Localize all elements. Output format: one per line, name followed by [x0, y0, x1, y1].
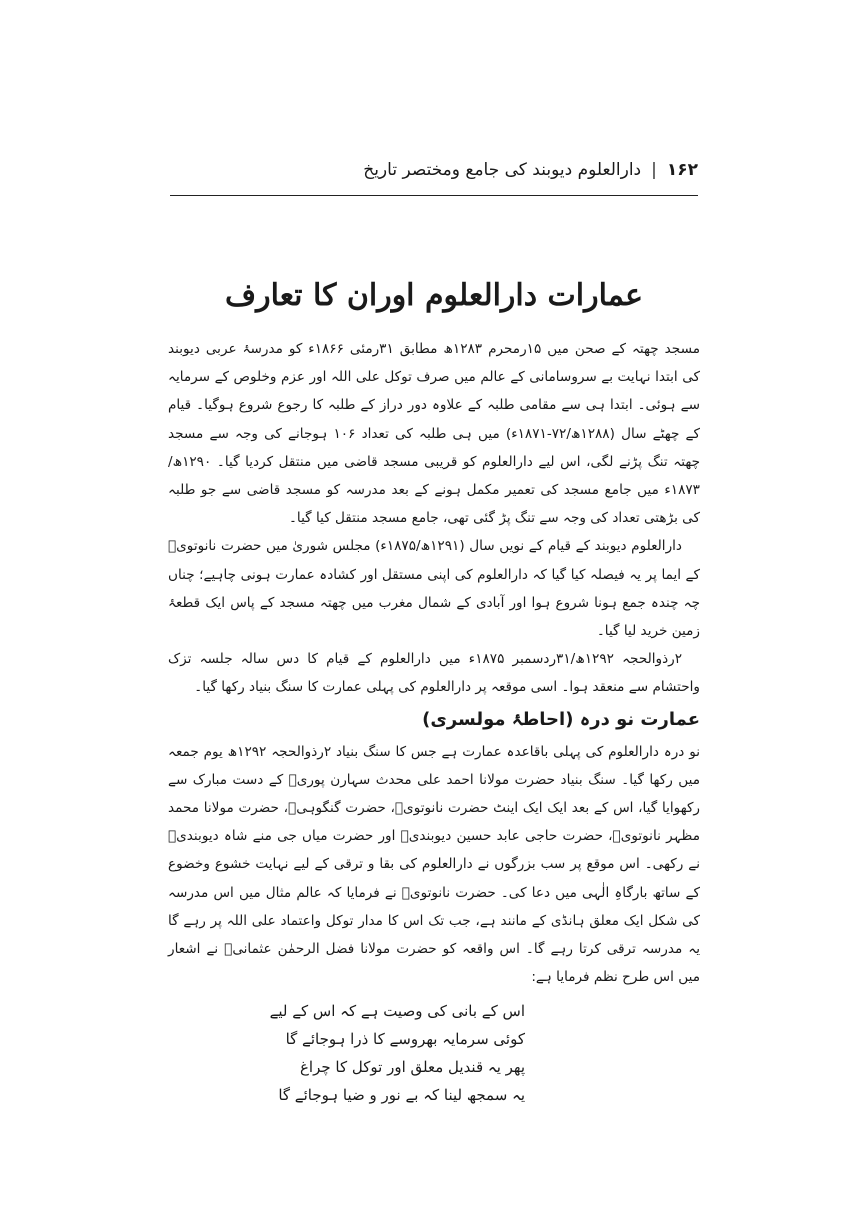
- paragraph: ۲رذوالحجہ ۱۲۹۲ھ/۳۱ردسمبر ۱۸۷۵ء میں دارالعلوم کے قیام کا دس سالہ جلسہ تزک واحتشام سے منعقد ہوا۔ اسی موقعہ پر دارالعلوم کی پہلی عمارت کا سنگ بنیاد رکھا گیا۔: [168, 651, 700, 696]
- poem-line: پھر یہ قندیل معلق اور توکل کا چراغ: [299, 1058, 525, 1077]
- running-header: [170, 150, 698, 190]
- poem-line: کوئی سرمایہ بھروسے کا ذرا ہوجائے گا: [285, 1030, 525, 1049]
- header-separator: |: [651, 160, 657, 180]
- poem-line: اس کے بانی کی وصیت ہے کہ اس کے لیے: [269, 1002, 525, 1021]
- poem-line: یہ سمجھ لینا کہ بے نور و ضیا ہوجائے گا: [278, 1086, 525, 1105]
- poem: [168, 997, 700, 1109]
- chapter-title: عمارات دارالعلوم اوران کا تعارف: [224, 278, 643, 313]
- book-title: دارالعلوم دیوبند کی جامع ومختصر تاریخ: [363, 160, 642, 180]
- body-text: [168, 335, 700, 1109]
- paragraph: مسجد چھتہ کے صحن میں ۱۵رمحرم ۱۲۸۳ھ مطابق ۳۱رمئی ۱۸۶۶ء کو مدرسۂ عربی دیوبند کی ابتدا نہایت بے سروسامانی کے عالم میں صرف توکل علی اللہ اور عزم وخلوص کے سرمایہ سے ہوئی۔ ابتدا ہی سے مقامی طلبہ کے علاوہ دور دراز کے طلبہ کا رجوع شروع ہوگیا۔ قیام کے چھٹے سال (۱۲۸۸ھ/۷۲-۱۸۷۱ء) میں ہی طلبہ کی تعداد ۱۰۶ ہوجانے کی وجہ سے مسجد چھتہ تنگ پڑنے لگی، اس لیے دارالعلوم کو قریبی مسجد قاضی میں منتقل کردیا گیا۔ ۱۲۹۰ھ/۱۸۷۳ء میں جامع مسجد کی تعمیر مکمل ہونے کے بعد مدرسہ کو مسجد قاضی سے جو طلبہ کی بڑھتی تعداد کی وجہ سے تنگ پڑ گئی تھی، جامع مسجد منتقل کیا گیا۔: [168, 341, 700, 527]
- section-heading: عمارت نو درہ (احاطۂ مولسری): [422, 708, 700, 730]
- paragraph: نو درہ دارالعلوم کی پہلی باقاعدہ عمارت ہے جس کا سنگ بنیاد ۲رذوالحجہ ۱۲۹۲ھ یوم جمعہ میں رکھا گیا۔ سنگ بنیاد حضرت مولانا احمد علی محدث سہارن پوریؒ کے دست مبارک سے رکھوایا گیا، اس کے بعد ایک ایک اینٹ حضرت نانوتویؒ، حضرت گنگوہیؒ، حضرت مولانا محمد مظہر نانوتویؒ، حضرت حاجی عابد حسین دیوبندیؒ اور حضرت میاں جی منے شاہ دیوبندیؒ نے رکھی۔ اس موقع پر سب بزرگوں نے دارالعلوم کی بقا و ترقی کے لیے نہایت خشوع وخضوع کے ساتھ بارگاہِ الٰہی میں دعا کی۔ حضرت نانوتویؒ نے فرمایا کہ عالم مثال میں اس مدرسہ کی شکل ایک معلق ہانڈی کے مانند ہے، جب تک اس کا مدار توکل واعتماد علی اللہ پر رہے گا یہ مدرسہ ترقی کرتا رہے گا۔ اس واقعہ کو حضرت مولانا فضل الرحمٰن عثمانیؒ نے اشعار میں اس طرح نظم فرمایا ہے:: [168, 743, 700, 986]
- paragraph: دارالعلوم دیوبند کے قیام کے نویں سال (۱۲۹۱ھ/۱۸۷۵ء) مجلس شوریٰ میں حضرت نانوتویؒ کے ایما پر یہ فیصلہ کیا گیا کہ دارالعلوم کی اپنی مستقل اور کشادہ عمارت ہونی چاہیے؛ چناں چہ چندہ جمع ہونا شروع ہوا اور آبادی کے شمال مغرب میں چھتہ مسجد کے پاس ایک قطعۂ زمین خرید لیا گیا۔: [168, 538, 700, 640]
- header-rule: [170, 195, 698, 196]
- page-number: ۱۶۲: [666, 160, 698, 180]
